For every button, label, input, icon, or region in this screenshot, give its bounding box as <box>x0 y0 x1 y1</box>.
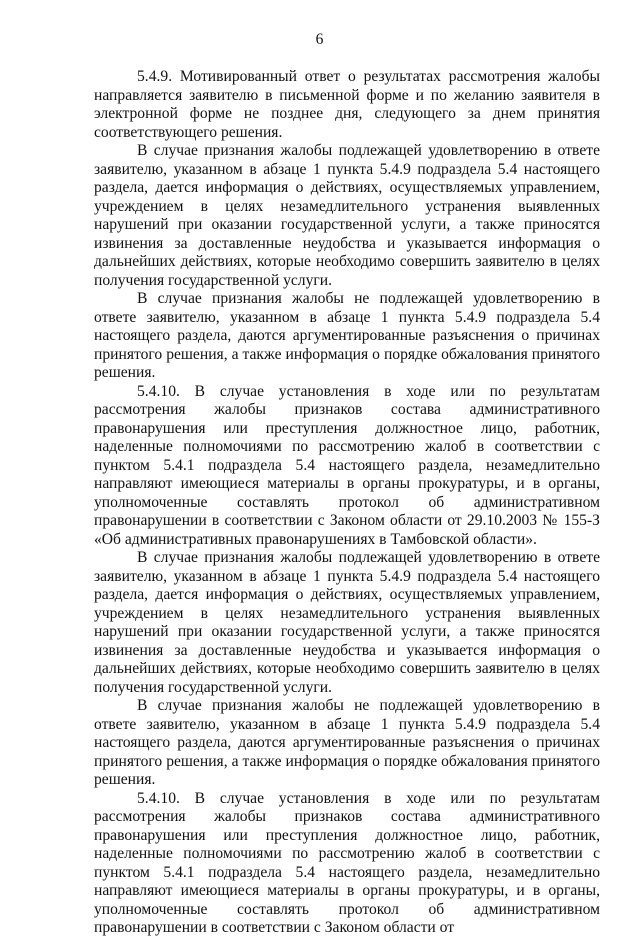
paragraph-complaint-rejected-repeat: В случае признания жалобы не подлежащей удовлетворению в ответе заявителю, указанном в абзаце 1 пункта 5.4.9 подраздела 5.4 настоящего раздела, даются аргументированные разъяснения о причинах принятого решения, а также информация о порядке обжалования принятого решения. <box>94 697 600 788</box>
paragraph-complaint-satisfied-repeat: В случае признания жалобы подлежащей удовлетворению в ответе заявителю, указанном в абзаце 1 пункта 5.4.9 подраздела 5.4 настоящего раздела, дается информация о действиях, осуществляемых управлением, учреждением в целях незамедлительного устранения выявленных нарушений при оказании государственной услуги, а также приносятся извинения за доставленные неудобства и указывается информация о дальнейших действиях, которые необходимо совершить заявителю в целях получения государственной услуги. <box>94 549 600 696</box>
paragraph-complaint-rejected: В случае признания жалобы не подлежащей удовлетворению в ответе заявителю, указанном в абзаце 1 пункта 5.4.9 подраздела 5.4 настоящего раздела, даются аргументированные разъяснения о причинах принятого решения, а также информация о порядке обжалования принятого решения. <box>94 290 600 381</box>
paragraph-5-4-9-response: 5.4.9. Мотивированный ответ о результатах рассмотрения жалобы направляется заявителю в письменной форме и по желанию заявителя в электронной форме не позднее дня, следующего за днем принятия соответствующего решения. <box>94 68 600 141</box>
document-body <box>94 68 600 938</box>
page-number: 6 <box>315 31 324 48</box>
paragraph-complaint-satisfied: В случае признания жалобы подлежащей удовлетворению в ответе заявителю, указанном в абзаце 1 пункта 5.4.9 подраздела 5.4 настоящего раздела, дается информация о действиях, осуществляемых управлением, учреждением в целях незамедлительного устранения выявленных нарушений при оказании государственной услуги, а также приносятся извинения за доставленные неудобства и указывается информация о дальнейших действиях, которые необходимо совершить заявителю в целях получения государственной услуги. <box>94 142 600 289</box>
paragraph-5-4-10-violations-repeat: 5.4.10. В случае установления в ходе или по результатам рассмотрения жалобы признаков состава административного правонарушения или преступления должностное лицо, работник, наделенные полномочиями по рассмотрению жалоб в соответствии с пунктом 5.4.1 подраздела 5.4 настоящего раздела, незамедлительно направляют имеющиеся материалы в органы прокуратуры, и в органы, уполномоченные составлять протокол об административном правонарушении в соответствии с Законом области от <box>94 789 600 936</box>
paragraph-5-4-10-violations: 5.4.10. В случае установления в ходе или по результатам рассмотрения жалобы признаков состава административного правонарушения или преступления должностное лицо, работник, наделенные полномочиями по рассмотрению жалоб в соответствии с пунктом 5.4.1 подраздела 5.4 настоящего раздела, незамедлительно направляют имеющиеся материалы в органы прокуратуры, и в органы, уполномоченные составлять протокол об административном правонарушении в соответствии с Законом области от 29.10.2003 № 155-З «Об административных правонарушениях в Тамбовской области». <box>94 382 600 548</box>
